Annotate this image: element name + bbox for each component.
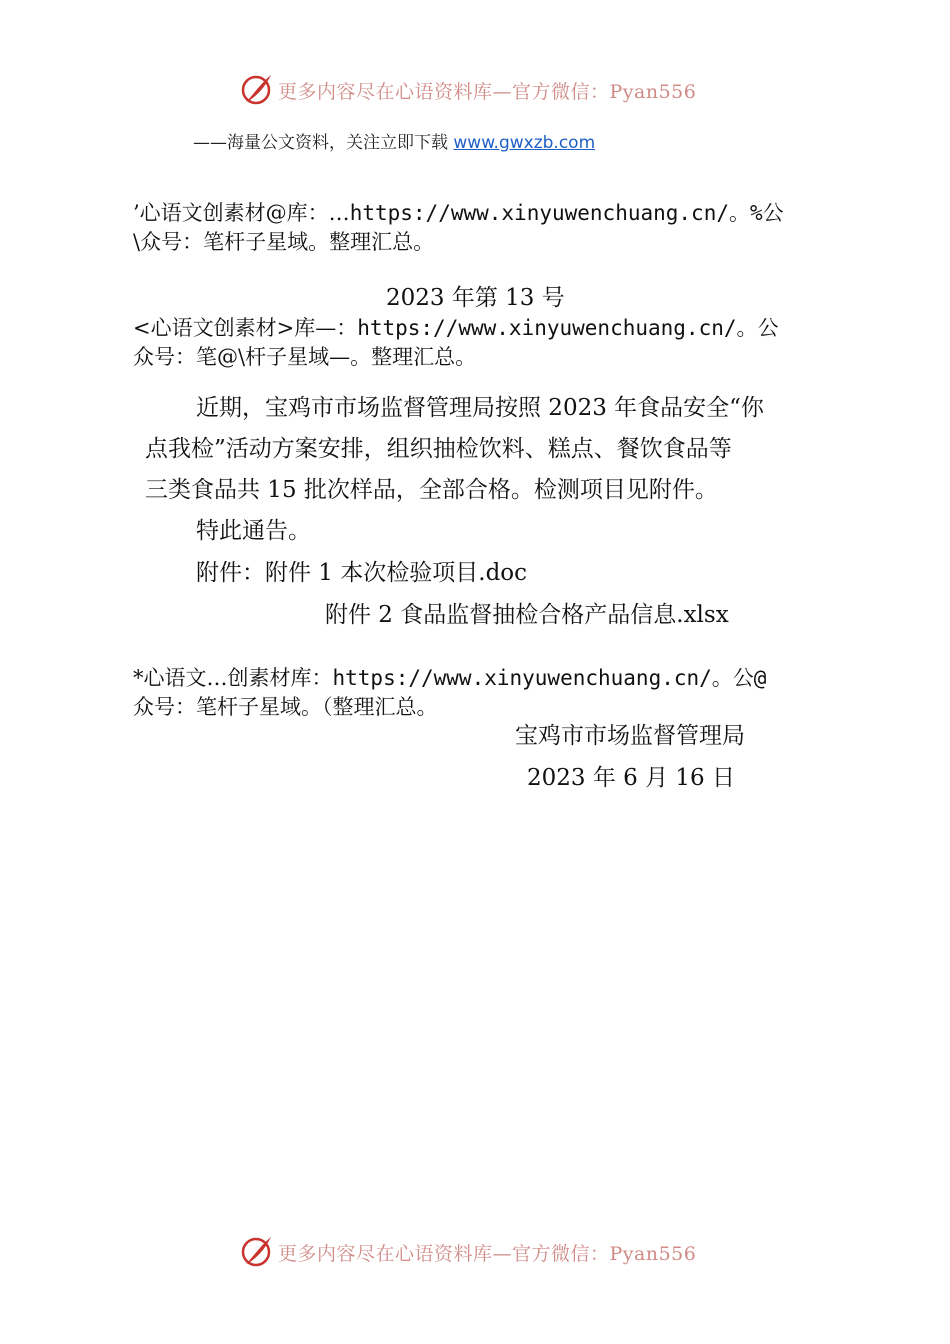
feather-brush-logo-icon: [240, 72, 274, 106]
noise-line: [133, 314, 779, 342]
attachment-2: 附件 2 食品监督抽检合格产品信息.xlsx: [325, 602, 729, 628]
header-watermark: [0, 72, 950, 112]
noise-url: https://www.xinyuwenchuang.cn/。公@: [332, 666, 767, 690]
document-number: 2023 年第 13 号: [386, 285, 565, 311]
footer-watermark: [0, 1234, 950, 1274]
noise-text: <心语文创素材>库—：: [133, 316, 358, 340]
noise-line: \众号：笔杆子星域。整理汇总。: [133, 230, 435, 254]
issuer-name: 宝鸡市市场监督管理局: [515, 723, 745, 749]
watermark-text: 更多内容尽在心语资料库—官方微信：Pyan556: [278, 1243, 697, 1265]
noise-url: https://www.xinyuwenchuang.cn/。%公: [349, 201, 784, 225]
subline: [193, 128, 595, 153]
watermark-text: 更多内容尽在心语资料库—官方微信：Pyan556: [278, 81, 697, 103]
body-paragraph-line: 近期，宝鸡市市场监督管理局按照 2023 年食品安全“你: [196, 395, 764, 421]
noise-text: ’心语文创素材@库：…: [133, 201, 350, 225]
notice-text: 特此通告。: [196, 518, 311, 544]
noise-line: 众号：笔@\杆子星域—。整理汇总。: [133, 345, 477, 369]
body-paragraph-line: 点我检”活动方案安排，组织抽检饮料、糕点、餐饮食品等: [145, 436, 732, 462]
noise-line: [133, 199, 784, 227]
noise-line: 众号：笔杆子星域。（整理汇总。: [133, 695, 438, 719]
subline-prefix: ——海量公文资料，关注立即下载: [193, 133, 454, 153]
noise-text: *心语文…创素材库：: [133, 666, 333, 690]
body-paragraph-line: 三类食品共 15 批次样品，全部合格。检测项目见附件。: [145, 477, 718, 503]
attachment-1: 附件：附件 1 本次检验项目.doc: [196, 560, 528, 586]
noise-url: https://www.xinyuwenchuang.cn/。公: [357, 316, 779, 340]
feather-brush-logo-icon: [240, 1234, 274, 1268]
issue-date: 2023 年 6 月 16 日: [527, 765, 735, 791]
site-link[interactable]: www.gwxzb.com: [453, 133, 596, 153]
noise-line: [133, 664, 766, 692]
